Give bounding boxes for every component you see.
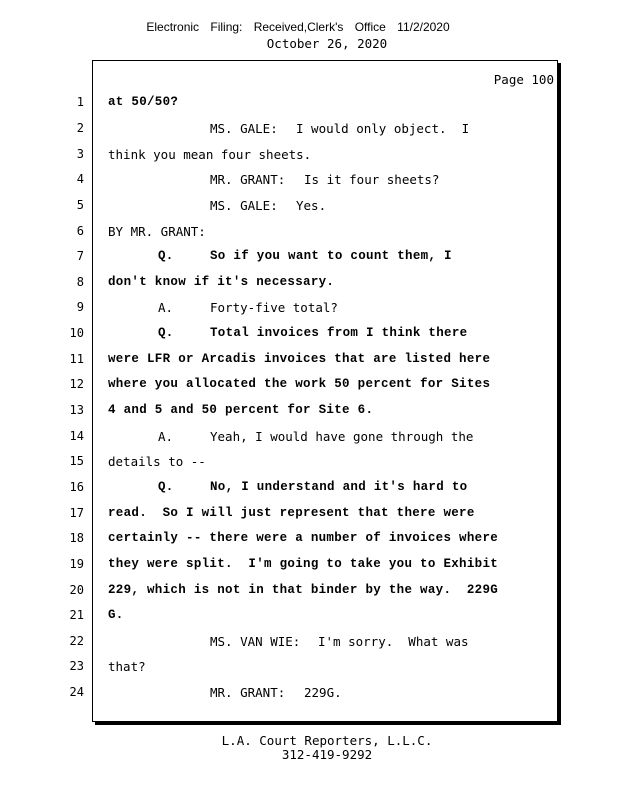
transcript-line: don't know if it's necessary. <box>108 275 335 289</box>
line-number: 12 <box>69 377 84 391</box>
line-number: 21 <box>69 608 84 622</box>
transcript-line: BY MR. GRANT: <box>108 224 206 239</box>
speaker-label: MR. GRANT: <box>210 172 286 187</box>
reporter-phone: 312-419-9292 <box>281 747 373 762</box>
line-number: 1 <box>76 95 84 109</box>
transcript-line: that? <box>108 659 146 674</box>
line-number: 23 <box>69 659 84 673</box>
page-number: Page 100 <box>493 72 554 87</box>
line-number: 20 <box>69 583 84 597</box>
line-number: 18 <box>69 531 84 545</box>
line-number: 3 <box>76 147 84 161</box>
qa-label: Q. <box>158 326 174 340</box>
line-number: 7 <box>76 249 84 263</box>
transcript-line: they were split. I'm going to take you to Exhibit <box>108 557 499 571</box>
line-number: 4 <box>76 172 84 186</box>
qa-label: Q. <box>158 480 174 494</box>
transcript-line: 229G. <box>304 685 342 700</box>
transcript-line: Is it four sheets? <box>304 172 440 187</box>
line-number: 14 <box>69 429 84 443</box>
transcript-line: G. <box>108 608 124 622</box>
transcript-line: details to -- <box>108 454 206 469</box>
transcript-line: So if you want to count them, I <box>210 249 452 263</box>
line-number: 13 <box>69 403 84 417</box>
line-number: 11 <box>69 352 84 366</box>
transcript-line: certainly -- there were a number of invoices where <box>108 531 499 545</box>
transcript-line: 4 and 5 and 50 percent for Site 6. <box>108 403 374 417</box>
transcript-line: I'm sorry. What was <box>318 634 469 649</box>
speaker-label: MR. GRANT: <box>210 685 286 700</box>
transcript-line: Forty-five total? <box>210 300 338 315</box>
line-number: 16 <box>69 480 84 494</box>
transcript-line: where you allocated the work 50 percent for Sites <box>108 377 491 391</box>
line-number: 24 <box>69 685 84 699</box>
transcript-line: 229, which is not in that binder by the way. 229G <box>108 583 499 597</box>
line-number: 22 <box>69 634 84 648</box>
filing-date: October 26, 2020 <box>266 36 388 51</box>
line-number: 10 <box>69 326 84 340</box>
qa-label: Q. <box>158 249 174 263</box>
transcript-line: Total invoices from I think there <box>210 326 468 340</box>
transcript-line: at 50/50? <box>108 95 179 109</box>
line-number: 17 <box>69 506 84 520</box>
transcript-line: I would only object. I <box>296 121 470 136</box>
transcript-line: read. So I will just represent that there were <box>108 506 475 520</box>
transcript-line: were LFR or Arcadis invoices that are listed here <box>108 352 491 366</box>
line-number: 9 <box>76 300 84 314</box>
transcript-line: Yeah, I would have gone through the <box>210 429 474 444</box>
transcript-line: think you mean four sheets. <box>108 147 312 162</box>
line-number: 15 <box>69 454 84 468</box>
transcript-line: No, I understand and it's hard to <box>210 480 468 494</box>
transcript-line: Yes. <box>296 198 327 213</box>
line-number: 5 <box>76 198 84 212</box>
reporter-company: L.A. Court Reporters, L.L.C. <box>221 733 433 748</box>
line-number: 19 <box>69 557 84 571</box>
speaker-label: MS. GALE: <box>210 198 278 213</box>
qa-label: A. <box>158 300 174 315</box>
line-number: 2 <box>76 121 84 135</box>
speaker-label: MS. VAN WIE: <box>210 634 301 649</box>
qa-label: A. <box>158 429 174 444</box>
speaker-label: MS. GALE: <box>210 121 278 136</box>
line-number: 6 <box>76 224 84 238</box>
filing-stamp: Electronic Filing: Received,Clerk's Office 11/2/2020 <box>146 20 450 34</box>
line-number: 8 <box>76 275 84 289</box>
